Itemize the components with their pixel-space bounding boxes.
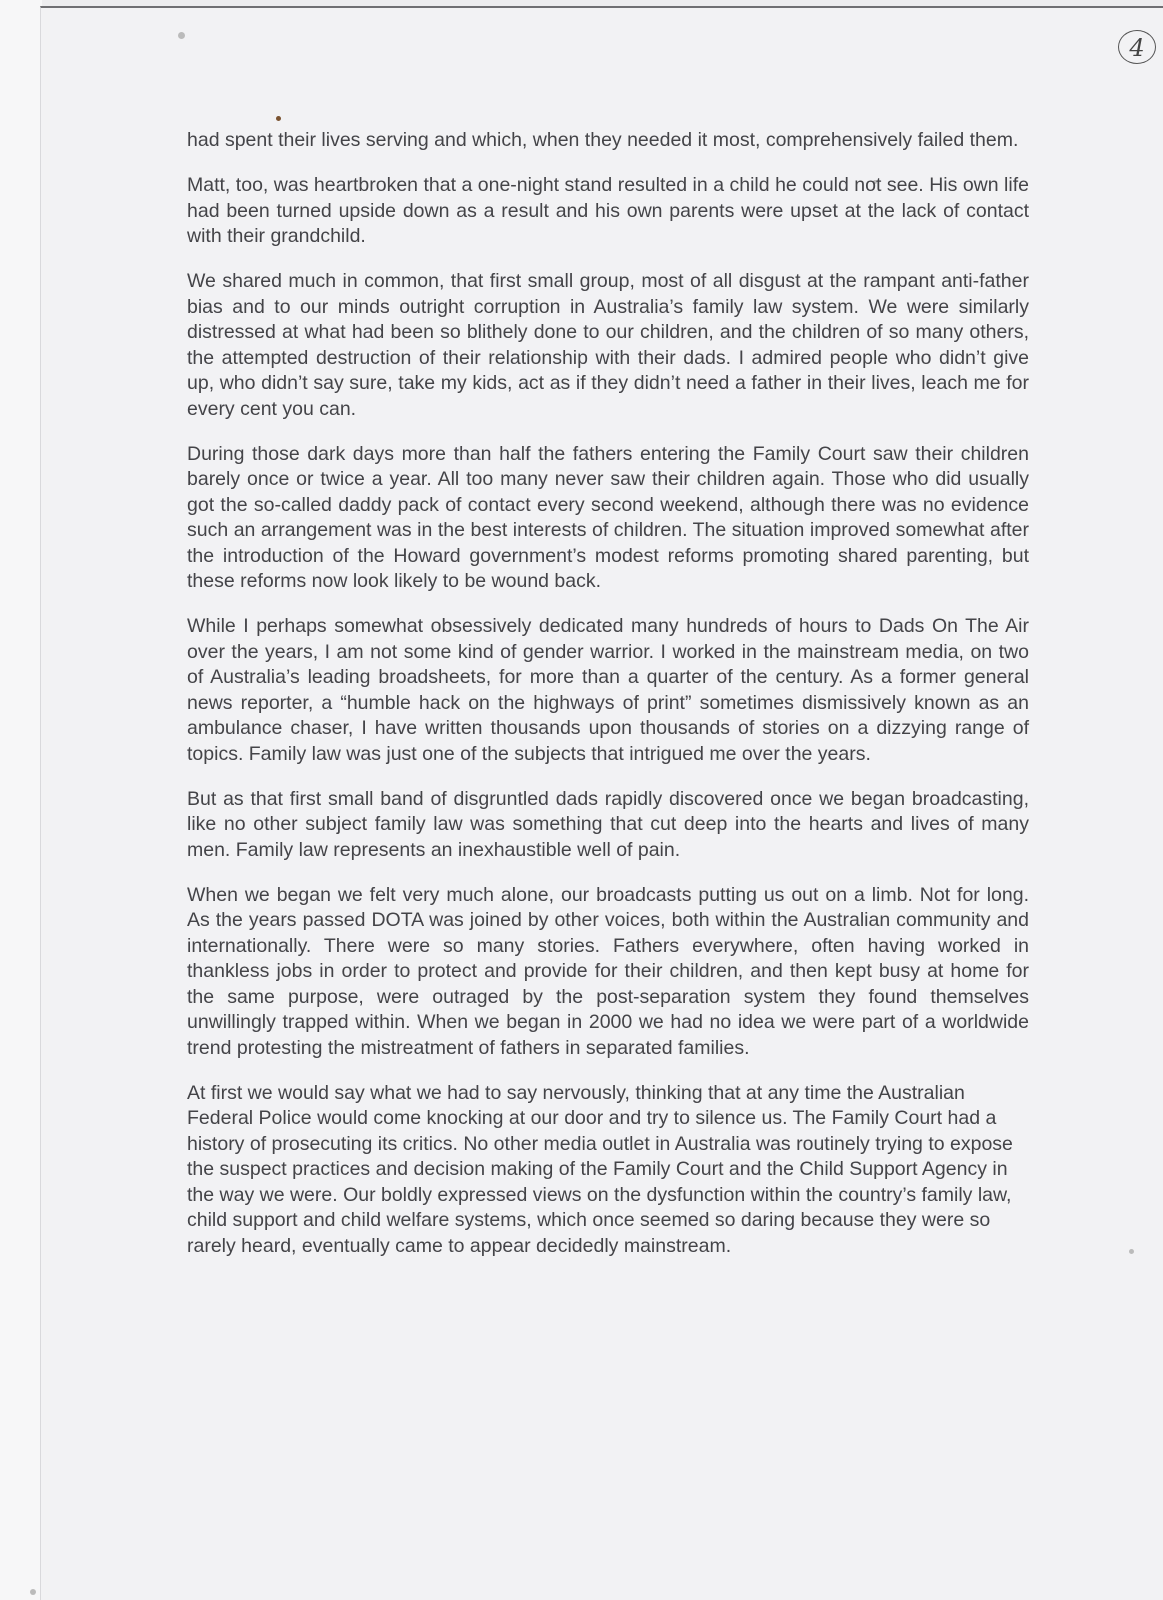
paragraph: had spent their lives serving and which, when they needed it most, comprehensively failed them. xyxy=(187,129,1019,151)
paragraph: During those dark days more than half the fathers entering the Family Court saw their children barely once or twice a year. All too many never saw their children again. Those who did usually got the so-called daddy pack of contact every second weekend, although there was no evidence such an arrangement was in the best interests of children. The situation improved somewhat after the introduction of the Howard government’s modest reforms promoting shared parenting, but these reforms now look likely to be wound back. xyxy=(187,442,1029,592)
paragraph: Matt, too, was heartbroken that a one-night stand resulted in a child he could not see. His own life had been turned upside down as a result and his own parents were upset at the lack of contact with their grandchild. xyxy=(187,174,1029,247)
scan-edge-strip xyxy=(0,0,42,1600)
paragraph: We shared much in common, that first small group, most of all disgust at the rampant anti-father bias and to our minds outright corruption in Australia’s family law system. We were similarly distressed at what had been so blithely done to our children, and the children of so many others, the attempted destruction of their relationship with their dads. I admired people who didn’t give up, who didn’t say sure, take my kids, act as if they didn’t need a father in their lives, leach me for every cent you can. xyxy=(187,270,1029,420)
ink-dot xyxy=(276,116,281,121)
document-body xyxy=(187,128,1029,1279)
scan-speck xyxy=(1129,1249,1134,1254)
paragraph: But as that first small band of disgruntled dads rapidly discovered once we began broadcasting, like no other subject family law was something that cut deep into the hearts and lives of many men. Family law represents an inexhaustible well of pain. xyxy=(187,787,1029,861)
scan-speck xyxy=(30,1589,36,1595)
page-number: 4 xyxy=(1118,30,1156,64)
paragraph: At first we would say what we had to say nervously, thinking that at any time the Australian Federal Police would come knocking at our door and try to silence us. The Family Court had a history of prosecuting its critics. No other media outlet in Australia was routinely trying to expose the suspect practices and decision making of the Family Court and the Child Support Agency in the way we were. Our boldly expressed views on the dysfunction within the country’s family law, child support and child welfare systems, which once seemed so daring because they were so rarely heard, eventually came to appear decidedly mainstream. xyxy=(187,1081,1013,1257)
scan-speck xyxy=(178,32,185,39)
paragraph: When we began we felt very much alone, our broadcasts putting us out on a limb. Not for long. As the years passed DOTA was joined by other voices, both within the Australian community and internationally. There were so many stories. Fathers everywhere, often having worked in thankless jobs in order to protect and provide for their children, and then kept busy at home for the same purpose, were outraged by the post-separation system they found themselves unwillingly trapped within. When we began in 2000 we had no idea we were part of a worldwide trend protesting the mistreatment of fathers in separated families. xyxy=(187,883,1029,1059)
paragraph: While I perhaps somewhat obsessively dedicated many hundreds of hours to Dads On The Air over the years, I am not some kind of gender warrior. I worked in the mainstream media, on two of Australia’s leading broadsheets, for more than a quarter of the century. As a former general news reporter, a “humble hack on the highways of print” sometimes dismissively known as an ambulance chaser, I have written thousands upon thousands of stories on a dizzying range of topics. Family law was just one of the subjects that intrigued me over the years. xyxy=(187,615,1029,765)
